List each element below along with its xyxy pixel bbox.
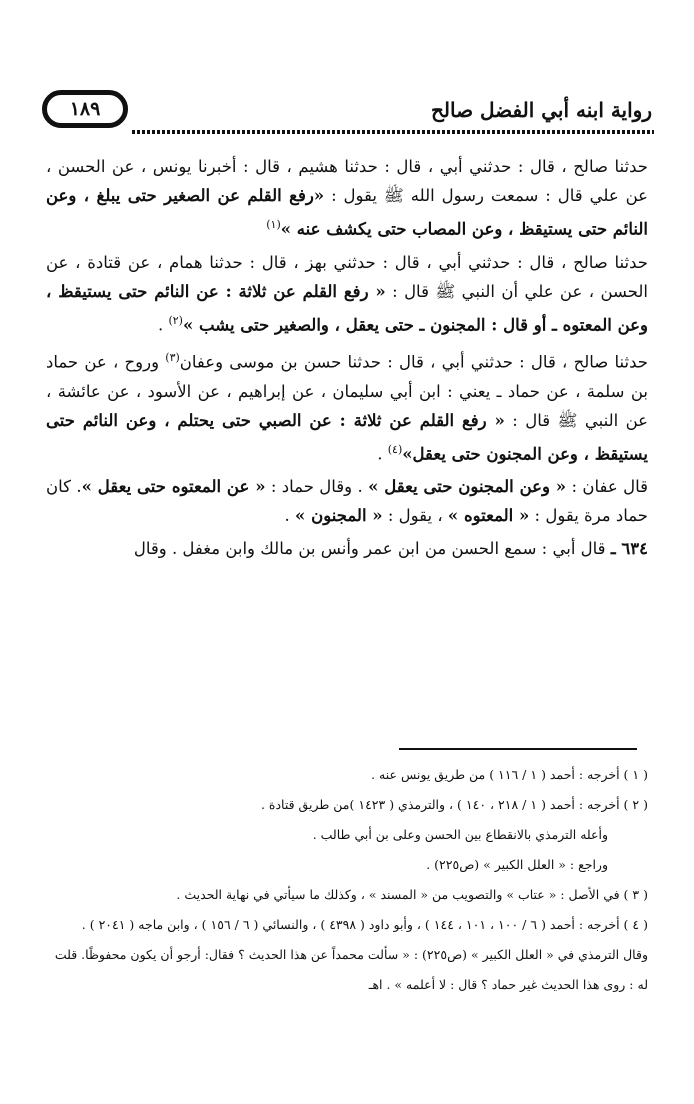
punctuation: . [377,444,388,463]
punctuation: . [157,315,169,334]
header-rule [132,130,654,134]
narration-text: . كان حماد مرة يقول : [46,477,648,525]
footnote-3: ( ٣ ) في الأصل : « عتاب » والتصويب من « المسند » ، وكذلك ما سيأتي في نهاية الحديث . [176,887,648,902]
footnote-2-note: وأعله الترمذي بالانقطاع بين الحسن وعلى بن أبي طالب . [312,827,608,842]
hadith-paragraph-4 [46,472,648,530]
footnote-2: ( ٢ ) أخرجه : أحمد ( ١ / ٢١٨ ، ١٤٠ ) ، والترمذي ( ١٤٢٣ )من طريق قتادة . [260,797,648,812]
narration-chain: حدثنا صالح ، قال : حدثني أبي ، قال : حدثنا هشيم ، قال : أخبرنا يونس ، عن الحسن ، عن علي قال : سمعت رسول الله ﷺ يقول : [46,157,648,205]
punctuation: . [284,506,296,525]
running-header [40,88,654,134]
footnote-separator [399,748,637,750]
quoted-text: « المعتوه » [447,506,530,525]
header-title: رواية ابنه أبي الفضل صالح [430,98,652,122]
footnote-4: ( ٤ ) أخرجه : أحمد ( ٦ / ١٠٠ ، ١٠١ ، ١٤٤ ) ، وأبو داود ( ٤٣٩٨ ) ، والنسائي ( ٦ / ١٥٦ ) ، وابن ماجه ( ٢٠٤١ ) . [81,917,648,932]
footnote-ref: (٤) [387,442,403,456]
narration-chain-cont: وروح ، عن حماد بن سلمة ، عن حماد ـ يعني : ابن أبي سليمان ، عن إبراهيم ، عن الأسود ، عن عائشة ، عن النبي ﷺ قال : [46,352,648,430]
footnote-ref: (٣) [165,351,180,364]
hadith-paragraph-2 [46,248,648,340]
narration-text: قال أبي : سمع الحسن من ابن عمر وأنس بن مالك وابن مغفل . وقال [133,539,606,558]
page-number: ١٨٩ [42,90,128,128]
narration-text: . وقال حماد : [270,477,369,496]
footnote-ref: (١) [266,218,281,231]
hadith-paragraph-3 [46,343,648,468]
footnotes [46,760,648,1000]
hadith-number: ٦٣٤ ـ [610,539,648,558]
hadith-text: «رفع القلم عن الصغير حتى يبلغ ، وعن النائم حتى يستيقظ ، وعن المصاب حتى يكشف عنه » [46,186,648,239]
quoted-text: « المجنون » [295,506,383,525]
hadith-text: « رفع القلم عن ثلاثة : عن النائم حتى يستيقظ ، وعن المعتوه ـ أو قال : المجنون ـ حتى يعقل ، والصغير حتى يشب » [46,281,648,334]
footnote-2-ref: وراجع : « العلل الكبير » (ص٢٢٥) . [426,857,608,872]
narration-chain: حدثنا صالح ، قال : حدثني أبي ، قال : حدثني بهز ، قال : حدثنا همام ، عن قتادة ، عن الحسن ، عن علي أن النبي ﷺ قال : [46,252,648,301]
main-text [46,152,648,567]
hadith-text: « رفع القلم عن ثلاثة : عن الصبي حتى يحتلم ، وعن النائم حتى يستيقظ ، وعن المجنون حتى يعقل» [46,410,648,463]
narration-text: ، يقول : [387,506,448,525]
narration-chain: حدثنا صالح ، قال : حدثني أبي ، قال : حدثنا حسن بن موسى وعفان [179,352,648,372]
hadith-paragraph-1 [46,152,648,244]
hadith-paragraph-5 [46,534,648,563]
footnote-4-note: وقال الترمذي في « العلل الكبير » (ص٢٢٥) : « سألت محمداً عن هذا الحديث ؟ فقال: أرجو أن يكون محفوظًا. قلت له : روى هذا الحديث غير حماد ؟ قال : لا أعلمه » . اهـ [54,947,648,992]
footnote-1: ( ١ ) أخرجه : أحمد ( ١ / ١١٦ ) من طريق يونس عنه . [371,767,648,782]
quoted-text: « وعن المجنون حتى يعقل » [368,477,567,496]
footnote-ref: (٢) [168,313,183,327]
quoted-text: « عن المعتوه حتى يعقل » [81,477,266,496]
narration-text: قال عفان : [571,477,648,496]
